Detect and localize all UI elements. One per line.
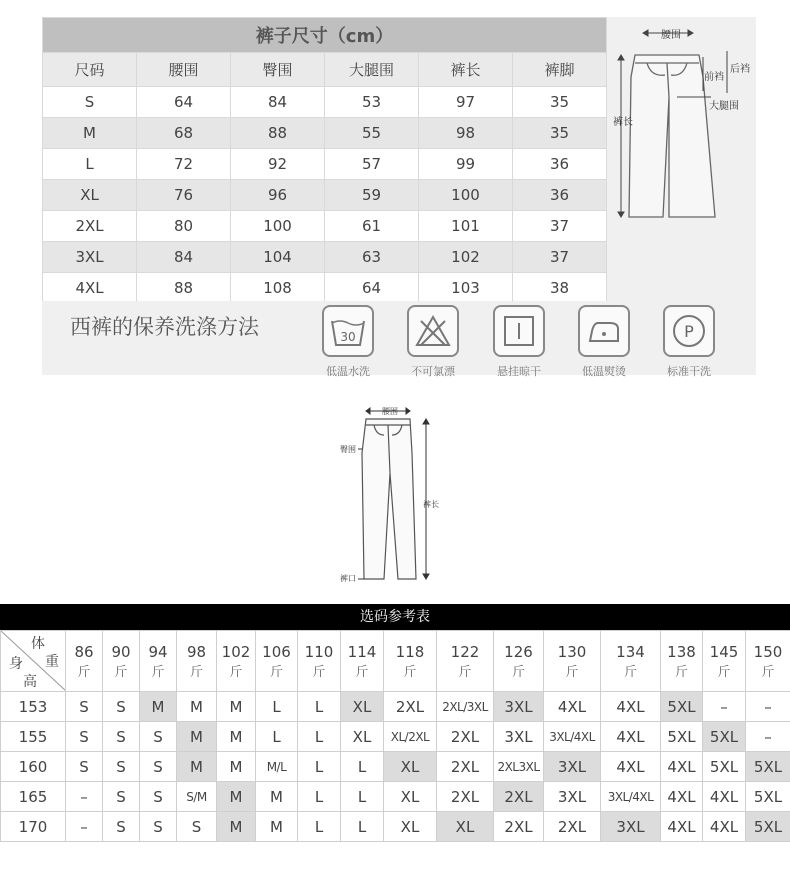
- pants-measurement-diagram: [607, 17, 756, 301]
- size-cell: 5XL: [661, 692, 703, 722]
- table-cell: 57: [325, 149, 419, 180]
- care-item: [564, 305, 644, 379]
- wash-temp-text: 30: [340, 330, 356, 344]
- size-table-title: 裤子尺寸（cm）: [43, 18, 607, 53]
- height-cell: 153: [1, 692, 66, 722]
- care-label: 低温水洗: [326, 365, 370, 378]
- hang-dry-icon: [493, 305, 545, 357]
- size-cell: M: [140, 692, 177, 722]
- mid-label-hip: 臀围: [340, 445, 356, 454]
- table-cell: 59: [325, 180, 419, 211]
- table-row: [1, 752, 790, 782]
- table-cell: 2XL: [43, 211, 137, 242]
- size-cell: S: [140, 812, 177, 842]
- size-cell: 4XL: [703, 782, 746, 812]
- size-cell: M: [256, 812, 298, 842]
- size-cell: 2XL: [544, 812, 601, 842]
- size-cell: S: [177, 812, 217, 842]
- care-item: [479, 305, 559, 379]
- corner-height-a: 身: [9, 656, 23, 672]
- table-row: [43, 149, 607, 180]
- size-cell: L: [298, 692, 341, 722]
- table-cell: 102: [418, 242, 512, 273]
- size-cell: 3XL/4XL: [544, 722, 601, 752]
- table-cell: 88: [230, 118, 324, 149]
- table-row: [1, 812, 790, 842]
- pants-drawing-icon: [330, 403, 450, 588]
- table-cell: 63: [325, 242, 419, 273]
- size-cell: M/L: [256, 752, 298, 782]
- size-table-header: 尺码: [43, 53, 137, 87]
- size-cell: 2XL3XL: [494, 752, 544, 782]
- size-cell: L: [341, 782, 384, 812]
- size-cell: 3XL: [544, 752, 601, 782]
- weight-header: 118 斤: [384, 631, 437, 692]
- table-cell: 35: [513, 118, 607, 149]
- size-cell: 4XL: [661, 782, 703, 812]
- size-cell: 3XL: [494, 692, 544, 722]
- size-cell: 4XL: [544, 692, 601, 722]
- table-cell: 37: [513, 211, 607, 242]
- size-cell: S: [103, 752, 140, 782]
- corner-weight-a: 体: [31, 636, 45, 652]
- table-cell: 61: [325, 211, 419, 242]
- size-cell: M: [217, 752, 256, 782]
- table-cell: 84: [137, 242, 231, 273]
- diagram-label-length: 裤长: [613, 117, 633, 128]
- size-cell: L: [256, 692, 298, 722]
- size-cell: XL/2XL: [384, 722, 437, 752]
- height-cell: 165: [1, 782, 66, 812]
- size-cell: 4XL: [703, 812, 746, 842]
- size-cell: S: [140, 782, 177, 812]
- table-cell: L: [43, 149, 137, 180]
- table-cell: M: [43, 118, 137, 149]
- size-cell: M: [177, 752, 217, 782]
- table-cell: 36: [513, 149, 607, 180]
- size-cell: 3XL: [601, 812, 661, 842]
- weight-header: 86 斤: [66, 631, 103, 692]
- table-cell: 92: [230, 149, 324, 180]
- size-cell: L: [256, 722, 298, 752]
- size-cell: 5XL: [746, 812, 790, 842]
- care-label: 低温熨烫: [582, 365, 626, 378]
- weight-header: 130 斤: [544, 631, 601, 692]
- size-cell: 4XL: [601, 692, 661, 722]
- diagram-label-front-rise: 前裆: [704, 72, 724, 83]
- size-cell: M: [217, 722, 256, 752]
- size-cell: XL: [341, 722, 384, 752]
- table-cell: 100: [418, 180, 512, 211]
- size-table-header: 裤长: [418, 53, 512, 87]
- size-cell: S: [103, 692, 140, 722]
- size-cell: S: [103, 812, 140, 842]
- size-cell: 3XL: [494, 722, 544, 752]
- weight-header: 102 斤: [217, 631, 256, 692]
- size-cell: L: [298, 752, 341, 782]
- table-cell: 80: [137, 211, 231, 242]
- size-cell: L: [341, 752, 384, 782]
- selection-table-title: 选码参考表: [0, 604, 790, 630]
- size-cell: L: [298, 812, 341, 842]
- care-label: 不可氯漂: [411, 365, 455, 378]
- table-cell: 100: [230, 211, 324, 242]
- care-title: 西裤的保养洗涤方法: [70, 315, 259, 339]
- table-cell: 104: [230, 242, 324, 273]
- care-item: [308, 305, 388, 379]
- size-cell: XL: [341, 692, 384, 722]
- table-cell: 88: [137, 273, 231, 304]
- size-cell: 3XL: [544, 782, 601, 812]
- mid-label-waist: 腰围: [382, 407, 398, 416]
- size-cell: 2XL: [437, 752, 494, 782]
- size-cell: –: [746, 722, 790, 752]
- selection-table: [0, 630, 790, 842]
- size-cell: S: [140, 722, 177, 752]
- table-cell: 36: [513, 180, 607, 211]
- size-cell: –: [746, 692, 790, 722]
- weight-header: 134 斤: [601, 631, 661, 692]
- size-cell: L: [341, 812, 384, 842]
- dry-clean-text: P: [684, 322, 694, 341]
- table-cell: 96: [230, 180, 324, 211]
- weight-header: 94 斤: [140, 631, 177, 692]
- table-cell: 84: [230, 87, 324, 118]
- size-cell: 2XL/3XL: [437, 692, 494, 722]
- table-cell: 103: [418, 273, 512, 304]
- table-cell: 72: [137, 149, 231, 180]
- dry-clean-p-icon: [663, 305, 715, 357]
- table-cell: XL: [43, 180, 137, 211]
- size-table-header: 大腿围: [325, 53, 419, 87]
- table-cell: 98: [418, 118, 512, 149]
- size-cell: L: [298, 722, 341, 752]
- table-cell: 35: [513, 87, 607, 118]
- size-cell: 5XL: [703, 722, 746, 752]
- size-cell: M: [217, 812, 256, 842]
- weight-header: 145 斤: [703, 631, 746, 692]
- pants-diagram: [330, 403, 450, 588]
- table-row: [43, 118, 607, 149]
- diagram-label-waist: 腰围: [661, 30, 681, 41]
- care-label: 悬挂晾干: [497, 365, 541, 378]
- mid-label-hem: 裤口: [340, 574, 356, 583]
- wash-30-icon: [322, 305, 374, 357]
- table-cell: 68: [137, 118, 231, 149]
- size-cell: –: [703, 692, 746, 722]
- weight-header: 138 斤: [661, 631, 703, 692]
- corner-height-b: 高: [23, 674, 37, 690]
- care-item: [393, 305, 473, 379]
- size-cell: 4XL: [601, 752, 661, 782]
- table-cell: 3XL: [43, 242, 137, 273]
- size-cell: S: [140, 752, 177, 782]
- care-item: [649, 305, 729, 379]
- size-cell: 2XL: [494, 812, 544, 842]
- diagram-label-back-rise: 后裆: [730, 64, 750, 75]
- table-cell: 97: [418, 87, 512, 118]
- size-cell: S/M: [177, 782, 217, 812]
- size-cell: 2XL: [437, 782, 494, 812]
- size-cell: M: [177, 722, 217, 752]
- size-cell: 5XL: [703, 752, 746, 782]
- size-cell: XL: [437, 812, 494, 842]
- table-cell: 64: [137, 87, 231, 118]
- size-cell: 4XL: [661, 812, 703, 842]
- weight-header: 150 斤: [746, 631, 790, 692]
- table-cell: S: [43, 87, 137, 118]
- table-row: [43, 211, 607, 242]
- size-table-header: 臀围: [230, 53, 324, 87]
- size-cell: S: [103, 722, 140, 752]
- weight-header: 114 斤: [341, 631, 384, 692]
- weight-header: 122 斤: [437, 631, 494, 692]
- size-cell: XL: [384, 752, 437, 782]
- size-cell: M: [217, 692, 256, 722]
- size-cell: –: [66, 812, 103, 842]
- height-cell: 160: [1, 752, 66, 782]
- size-cell: XL: [384, 812, 437, 842]
- size-cell: 5XL: [661, 722, 703, 752]
- size-cell: –: [66, 782, 103, 812]
- table-cell: 108: [230, 273, 324, 304]
- table-cell: 38: [513, 273, 607, 304]
- weight-header: 126 斤: [494, 631, 544, 692]
- weight-header: 90 斤: [103, 631, 140, 692]
- size-cell: 2XL: [437, 722, 494, 752]
- height-cell: 155: [1, 722, 66, 752]
- size-cell: 4XL: [661, 752, 703, 782]
- table-cell: 76: [137, 180, 231, 211]
- table-row: [43, 87, 607, 118]
- size-cell: L: [298, 782, 341, 812]
- care-label: 标准干洗: [667, 365, 711, 378]
- table-cell: 99: [418, 149, 512, 180]
- weight-header: 106 斤: [256, 631, 298, 692]
- table-cell: 37: [513, 242, 607, 273]
- size-cell: S: [66, 722, 103, 752]
- table-row: [1, 782, 790, 812]
- size-cell: 3XL/4XL: [601, 782, 661, 812]
- weight-header-row: [1, 631, 790, 692]
- size-cell: 2XL: [384, 692, 437, 722]
- weight-header: 110 斤: [298, 631, 341, 692]
- table-row: [43, 273, 607, 304]
- table-cell: 55: [325, 118, 419, 149]
- table-cell: 4XL: [43, 273, 137, 304]
- size-table-header: 腰围: [137, 53, 231, 87]
- weight-header: 98 斤: [177, 631, 217, 692]
- table-cell: 64: [325, 273, 419, 304]
- table-row: [43, 180, 607, 211]
- corner-weight-b: 重: [45, 654, 59, 670]
- table-row: [1, 722, 790, 752]
- table-cell: 53: [325, 87, 419, 118]
- diagram-label-thigh: 大腿围: [709, 101, 739, 112]
- no-bleach-icon: [407, 305, 459, 357]
- corner-header: [1, 631, 66, 692]
- size-cell: 2XL: [494, 782, 544, 812]
- low-iron-icon: [578, 305, 630, 357]
- size-cell: M: [217, 782, 256, 812]
- size-cell: XL: [384, 782, 437, 812]
- table-row: [43, 242, 607, 273]
- size-cell: S: [66, 752, 103, 782]
- size-table: [42, 17, 607, 304]
- size-table-header: 裤脚: [513, 53, 607, 87]
- size-cell: 5XL: [746, 752, 790, 782]
- table-cell: 101: [418, 211, 512, 242]
- size-cell: M: [256, 782, 298, 812]
- care-section: [42, 301, 756, 378]
- mid-label-length: 裤长: [423, 500, 439, 509]
- height-cell: 170: [1, 812, 66, 842]
- size-cell: S: [103, 782, 140, 812]
- size-cell: 5XL: [746, 782, 790, 812]
- size-cell: 4XL: [601, 722, 661, 752]
- size-cell: S: [66, 692, 103, 722]
- size-cell: M: [177, 692, 217, 722]
- table-row: [1, 692, 790, 722]
